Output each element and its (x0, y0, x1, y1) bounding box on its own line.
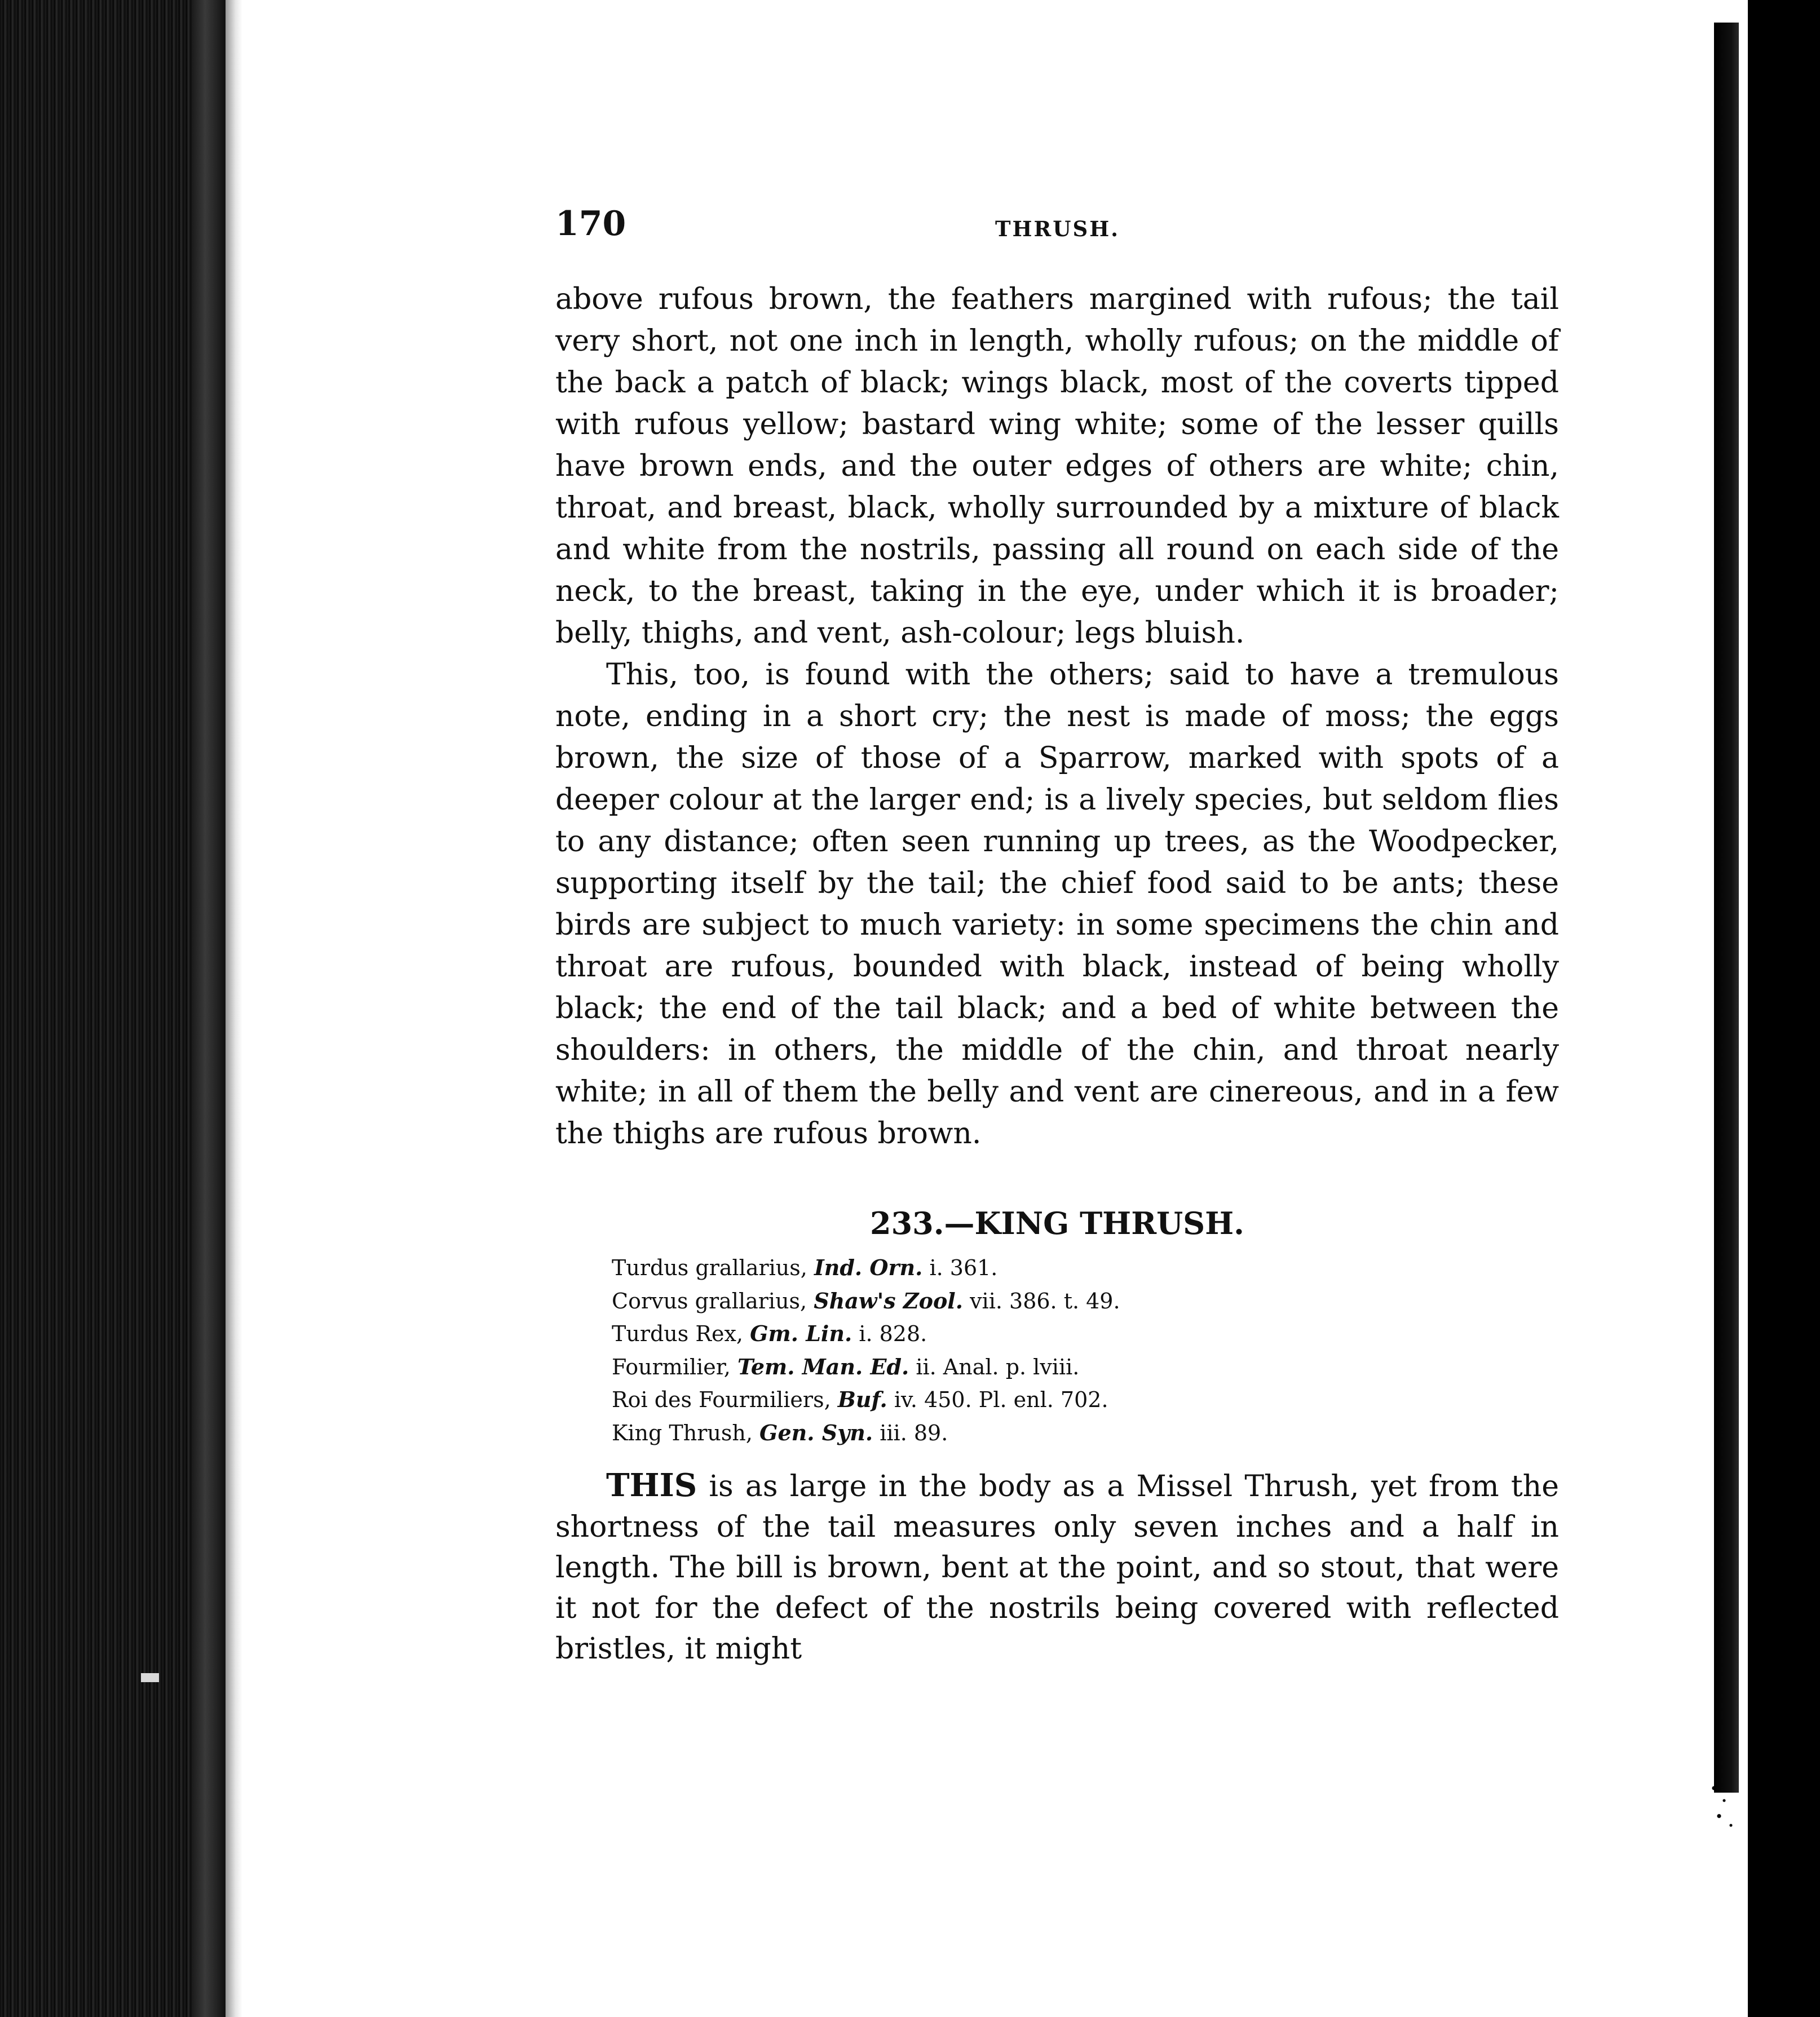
synonym-name: Turdus grallarius, (612, 1255, 807, 1280)
synonym-location: ii. Anal. p. lviii. (916, 1354, 1080, 1379)
synonym-name: Roi des Fourmiliers, (612, 1387, 831, 1412)
running-title: THRUSH. (995, 216, 1120, 241)
synonym-location: vii. 386. t. 49. (970, 1288, 1120, 1313)
book-edge-right (1748, 0, 1820, 2017)
synonym-reference: Ind. Orn. (814, 1255, 923, 1280)
page-number: 170 (555, 204, 626, 244)
synonym-reference: Tem. Man. Ed. (737, 1353, 909, 1379)
synonym-entry (612, 1417, 1559, 1450)
synonym-name: Corvus grallarius, (612, 1288, 807, 1313)
next-page-edge (1714, 23, 1739, 1793)
synonym-location: i. 361. (929, 1255, 998, 1280)
synonym-entry (612, 1383, 1559, 1417)
edge-mark (141, 1673, 159, 1682)
synonym-location: i. 828. (859, 1321, 927, 1346)
synonym-name: Fourmilier, (612, 1354, 731, 1379)
book-spine-edge (192, 0, 226, 2017)
synonym-entry (612, 1285, 1559, 1318)
page-content (555, 204, 1559, 1669)
synonym-list (612, 1251, 1559, 1449)
edge-specks (1707, 1776, 1741, 1838)
synonym-reference: Gm. Lin. (750, 1321, 852, 1346)
gutter-shadow (226, 0, 242, 2017)
continuation-paragraph: above rufous brown, the feathers margined with rufous; the tail very short, not one inch in length, wholly rufous; on the middle of the back a patch of black; wings black, most of the coverts tipped with rufous yellow; bastard wing white; some of the lesser quills have brown ends, and the outer edges of others are white; chin, throat, and breast, black, wholly surrounded by a mixture of black and white from the nostrils, passing all round on each side of the neck, to the breast, taking in the eye, under which it is broader; belly, thighs, and vent, ash-colour; legs bluish. (555, 282, 1559, 650)
running-head (555, 204, 1559, 249)
synonym-location: iv. 450. Pl. enl. 702. (894, 1387, 1108, 1412)
synonym-reference: Gen. Syn. (759, 1419, 873, 1445)
synonym-entry (612, 1351, 1559, 1384)
synonym-entry (612, 1251, 1559, 1285)
synonym-name: King Thrush, (612, 1420, 753, 1445)
synonym-location: iii. 89. (880, 1420, 948, 1445)
synonym-reference: Shaw's Zool. (814, 1288, 963, 1313)
lead-word: THIS (606, 1467, 697, 1504)
synonym-reference: Buf. (837, 1387, 887, 1412)
section-heading: 233.—KING THRUSH. (870, 1205, 1244, 1241)
variety-paragraph: This, too, is found with the others; said to have a tremulous note, ending in a short cry; the nest is made of moss; the eggs brown, the size of those of a Sparrow, marked with spots of a deeper colour at the larger end; is a lively species, but seldom flies to any distance; often seen running up trees, as the Woodpecker, supporting itself by the tail; the chief food said to be ants; these birds are subject to much variety: in some specimens the chin and throat are rufous, bounded with black, instead of being wholly black; the end of the tail black; and a bed of white between the shoulders: in others, the middle of the chin, and throat nearly white; in all of them the belly and vent are cinereous, and in a few the thighs are rufous brown. (555, 658, 1559, 1151)
edge-speck (1758, 1763, 1765, 1770)
synonym-entry (612, 1317, 1559, 1351)
synonym-name: Turdus Rex, (612, 1321, 743, 1346)
description-paragraph (555, 1465, 1559, 1669)
description-text: is as large in the body as a Missel Thrush, yet from the shortness of the tail measures only seven inches and a half in length. The bill is brown, bent at the point, and so stout, that were it not for the defect of the nostrils being covered with reflected bristles, it might (555, 1470, 1559, 1666)
